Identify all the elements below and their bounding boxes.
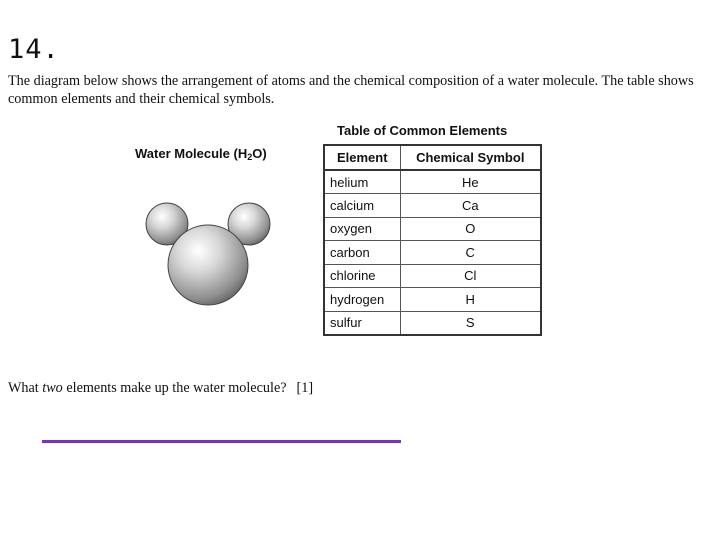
table-row bbox=[324, 264, 541, 288]
symbol-cell: Cl bbox=[400, 264, 541, 288]
molecule-title bbox=[135, 146, 267, 162]
table-row bbox=[324, 288, 541, 312]
table-title: Table of Common Elements bbox=[337, 123, 508, 138]
element-cell: oxygen bbox=[324, 217, 400, 241]
symbol-cell: He bbox=[400, 170, 541, 194]
answer-line[interactable] bbox=[42, 440, 401, 443]
question-after: elements make up the water molecule? bbox=[62, 380, 287, 396]
symbol-cell: C bbox=[400, 241, 541, 265]
element-cell: hydrogen bbox=[324, 288, 400, 312]
symbol-cell: Ca bbox=[400, 194, 541, 218]
table-header-row bbox=[324, 145, 541, 170]
element-cell: calcium bbox=[324, 194, 400, 218]
element-cell: carbon bbox=[324, 241, 400, 265]
point-value: [1] bbox=[296, 380, 314, 396]
table-row bbox=[324, 217, 541, 241]
table-row bbox=[324, 194, 541, 218]
symbol-cell: S bbox=[400, 311, 541, 335]
intro-text: The diagram below shows the arrangement of atoms and the chemical composition of a water molecule. The table shows common elements and their chemical symbols. bbox=[8, 73, 694, 107]
molecule-title-suffix: O) bbox=[252, 146, 267, 161]
elements-table bbox=[323, 144, 542, 336]
oxygen-atom bbox=[168, 225, 248, 305]
molecule-title-subscript: 2 bbox=[247, 152, 253, 162]
symbol-cell: H bbox=[400, 288, 541, 312]
symbol-cell: O bbox=[400, 217, 541, 241]
element-cell: sulfur bbox=[324, 311, 400, 335]
question-emphasis: two bbox=[42, 380, 63, 396]
element-cell: chlorine bbox=[324, 264, 400, 288]
question-before: What bbox=[8, 380, 43, 396]
water-molecule-diagram bbox=[138, 196, 278, 326]
table-row bbox=[324, 311, 541, 335]
element-cell: helium bbox=[324, 170, 400, 194]
molecule-title-prefix: Water Molecule (H bbox=[135, 146, 248, 161]
table-row bbox=[324, 241, 541, 265]
question-number: 14. bbox=[8, 34, 60, 65]
header-element: Element bbox=[324, 145, 400, 170]
table-row bbox=[324, 170, 541, 194]
header-chemical-symbol: Chemical Symbol bbox=[400, 145, 541, 170]
question-text bbox=[8, 380, 313, 397]
